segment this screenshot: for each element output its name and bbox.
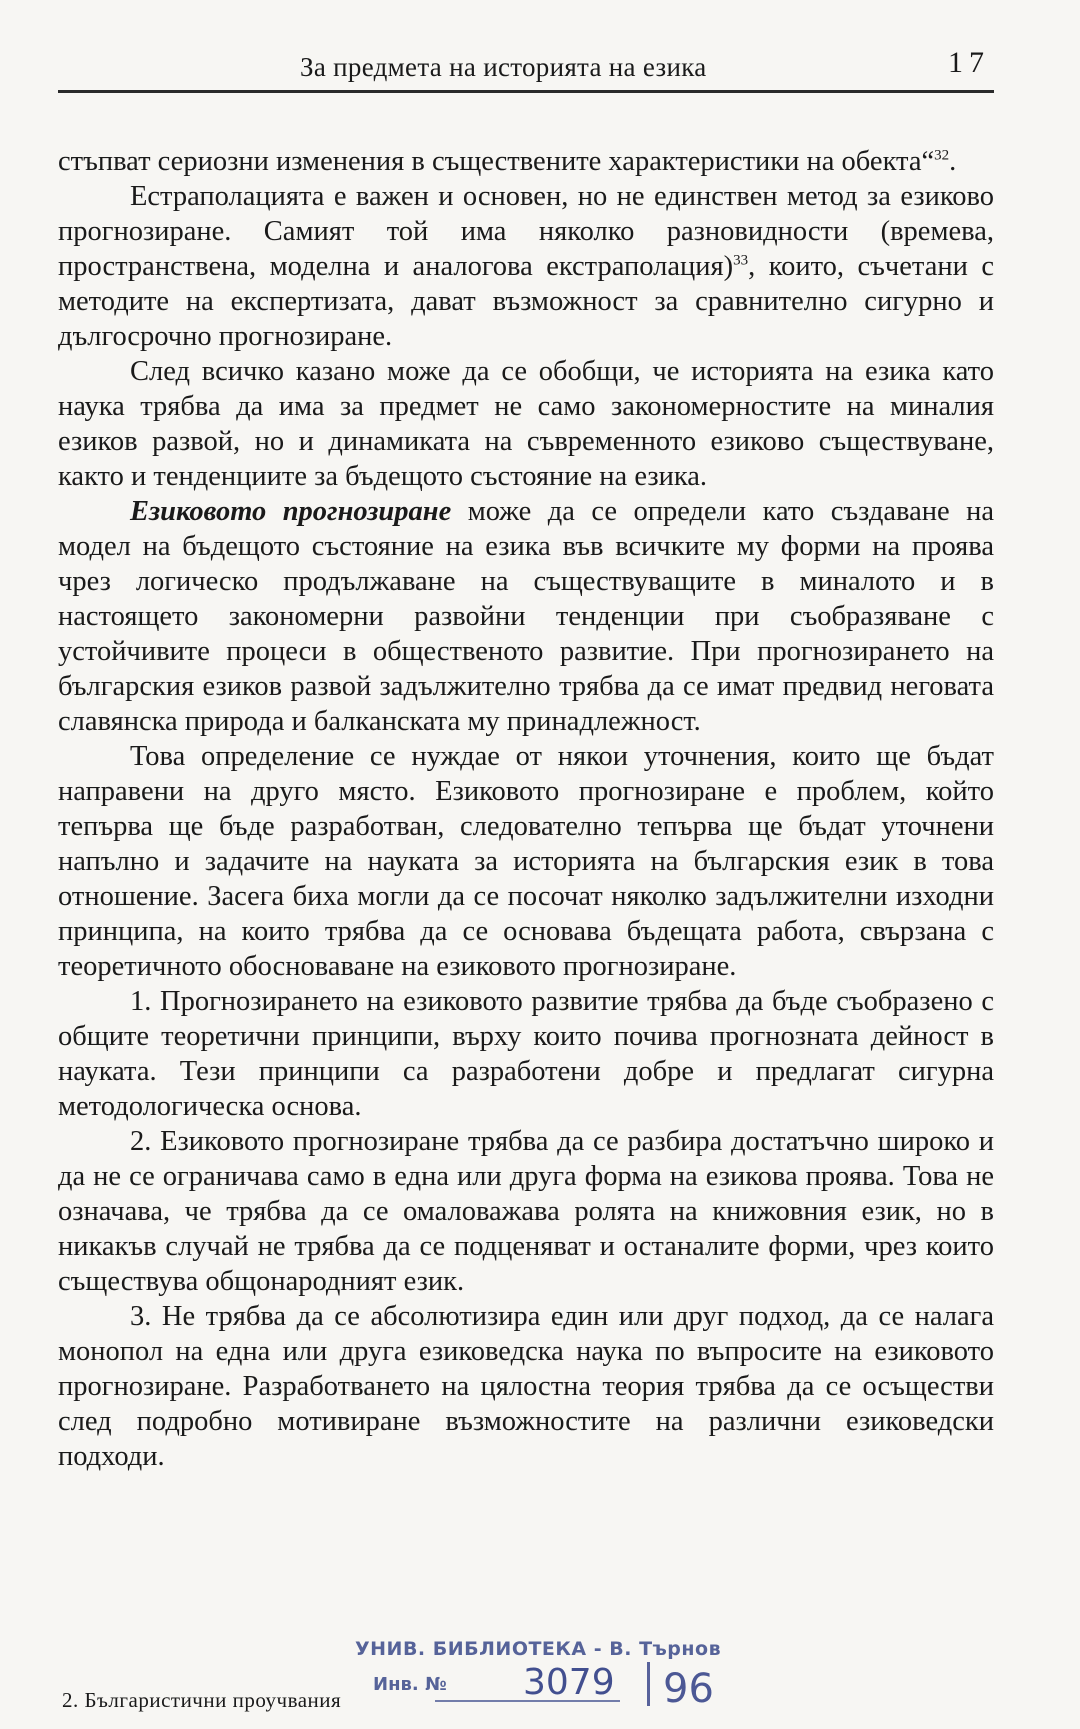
body-text	[58, 144, 994, 1474]
stamp-year: 96	[663, 1666, 714, 1712]
principle-3: 3. Не трябва да се абсолютизира един или друг подход, да се налага монопол на една или друга езиковедска наука по въпросите на езиковото прогнозиране. Разработването на цялостна теория трябва да се осъществи след подробно мотивиране възможностите на различни езиковедски подходи.	[58, 1301, 994, 1472]
signature-mark: 2. Българистични проучвания	[62, 1688, 342, 1712]
paragraph-4: Езиковото прогнозиране може да се определи като създаване на модел на бъдещото състояние на езика във всичките му форми на проява чрез логическо продължаване на съществуващите в миналото и в настоящето закономерни развойни тенденции при съобразяване с устойчивите процеси в общественото развитие. При прогнозирането на българския езиков развой задължително трябва да се имат предвид неговата славянска природа и балканската му принадлежност.	[58, 496, 995, 737]
paragraph-1: стъпват сериозни изменения в съществените характеристики на обекта“$^{32}$.	[58, 146, 957, 177]
stamp-library-name: УНИВ. БИБЛИОТЕКА - В. Търнов	[355, 1638, 722, 1660]
page-number: 17	[948, 46, 990, 79]
footnote-ref-33: 33	[733, 252, 749, 269]
running-header	[58, 44, 994, 93]
paragraph-5: Това определение се нуждае от някои уточнения, които ще бъдат направени на друго място. Езиковото прогнозиране е проблем, който тепърва ще бъде разработван, следователно тепърва ще бъдат уточнени напълно и задачите на науката за историята на българския език в това отношение. Засега биха могли да се посочат няколко задължителни изходни принципа, на които трябва да се основава бъдещата работа, свързана с теоретичното обосноваване на езиковото прогнозиране.	[58, 741, 994, 982]
principle-1: 1. Прогнозирането на езиковото развитие трябва да бъде съобразено с общите теоретични принципи, върху които почива прогнозната дейност в науката. Тези принципи са разработени добре и предлагат сигурна методологическа основа.	[58, 986, 994, 1122]
library-stamp	[355, 1638, 765, 1712]
stamp-inventory-label: Инв. №	[373, 1674, 447, 1695]
footnote-ref-32: 32	[934, 147, 950, 164]
principle-2: 2. Езиковото прогнозиране трябва да се разбира достатъчно широко и да не се ограничава само в една или друга форма на езикова проява. Това не означава, че трябва да се омаловажава ролята на книжовния език, но в никакъв случай не трябва да се подценяват и останалите форми, чрез които съществува общонародният език.	[58, 1126, 994, 1297]
stamp-inventory-number: 3079	[523, 1662, 615, 1703]
paragraph-3: След всичко казано може да се обобщи, че историята на езика като наука трябва да има за предмет не само закономерностите на миналия езиков развой, но и динамиката на съвременното езиково съществуване, както и тенденциите за бъдещото състояние на езика.	[58, 356, 994, 492]
defined-term: Езиковото прогнозиране	[130, 496, 452, 527]
stamp-separator	[647, 1662, 650, 1706]
paragraph-2: Естраполацията е важен и основен, но не единствен метод за езиково прогнозиране. Самият той има няколко разновидности (времева, пространствена, моделна и аналогова екстраполация)$^{33}$, които, съчетани с методите на експертизата, дават възможност за сравнително сигурно и дългосрочно прогнозиране.	[58, 181, 994, 352]
header-title: За предмета на историята на езика	[300, 52, 707, 82]
